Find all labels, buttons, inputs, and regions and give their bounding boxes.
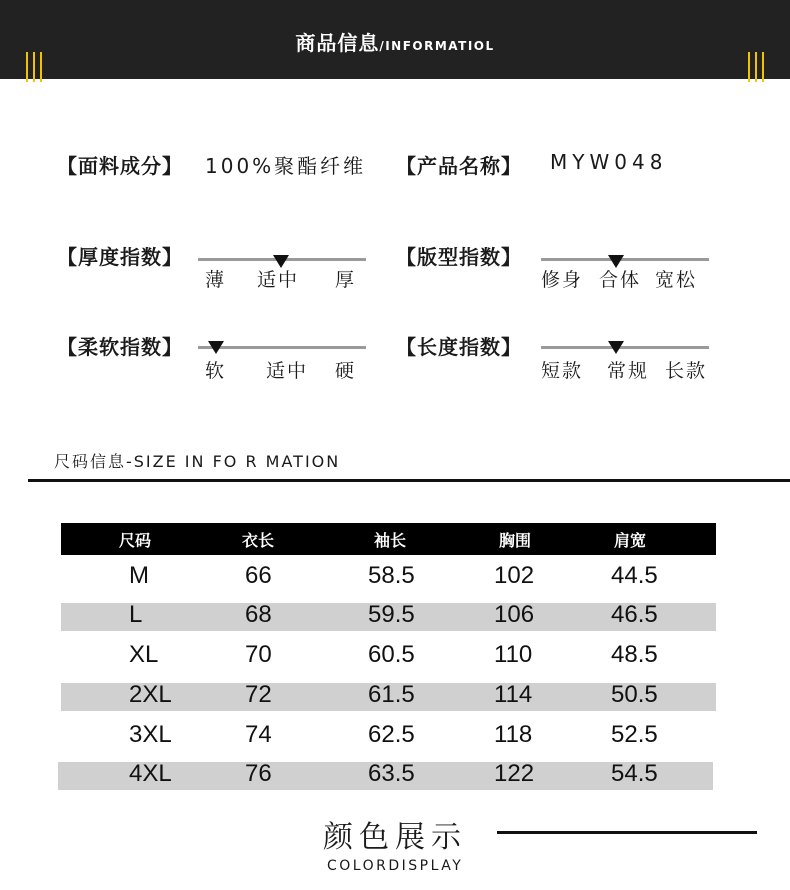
- thickness-label: 【厚度指数】: [57, 245, 183, 269]
- fit-track: [541, 258, 709, 261]
- cell-chest: 102: [494, 562, 535, 589]
- header-title: [0, 27, 790, 56]
- header-title-text: 商品信息: [295, 31, 380, 55]
- material-value: 100%聚酯纤维: [205, 154, 367, 178]
- cell-sleeve: 63.5: [368, 760, 415, 787]
- cell-size: XL: [129, 641, 159, 668]
- table-row: [61, 564, 716, 592]
- length-track: [541, 346, 709, 349]
- thickness-tick-low: 薄: [205, 269, 227, 291]
- cell-chest: 106: [494, 601, 535, 628]
- cell-length: 66: [245, 562, 272, 589]
- cell-size: M: [129, 562, 149, 589]
- fit-tick-mid: 合体: [599, 269, 642, 291]
- fit-tick-high: 宽松: [655, 269, 698, 291]
- softness-tick-mid: 适中: [266, 360, 309, 382]
- thickness-tick-high: 厚: [335, 269, 357, 291]
- col-header-size: 尺码: [119, 531, 152, 550]
- cell-length: 70: [245, 641, 272, 668]
- table-row: [61, 723, 716, 751]
- product-name-value: MYW048: [550, 150, 668, 174]
- softness-tick-high: 硬: [335, 360, 357, 382]
- cell-length: 72: [245, 681, 272, 708]
- cell-shoulder: 50.5: [611, 681, 658, 708]
- right-accent-bars: [748, 52, 764, 82]
- cell-shoulder: 52.5: [611, 721, 658, 748]
- cell-sleeve: 60.5: [368, 641, 415, 668]
- fit-tick-low: 修身: [541, 269, 584, 291]
- cell-sleeve: 58.5: [368, 562, 415, 589]
- length-tick-low: 短款: [541, 360, 584, 382]
- table-row: [58, 762, 713, 790]
- length-label: 【长度指数】: [396, 335, 522, 359]
- cell-shoulder: 48.5: [611, 641, 658, 668]
- cell-sleeve: 62.5: [368, 721, 415, 748]
- cell-shoulder: 46.5: [611, 601, 658, 628]
- cell-chest: 110: [494, 641, 533, 668]
- header-subtitle: /INFORMATIOL: [379, 39, 495, 53]
- cell-length: 76: [245, 760, 272, 787]
- thickness-tick-mid: 适中: [257, 269, 300, 291]
- cell-size: 3XL: [129, 721, 172, 748]
- cell-chest: 114: [494, 681, 533, 708]
- cell-size: L: [129, 601, 143, 628]
- softness-marker: [208, 341, 224, 354]
- cell-shoulder: 54.5: [611, 760, 658, 787]
- fit-label: 【版型指数】: [396, 245, 522, 269]
- cell-sleeve: 61.5: [368, 681, 415, 708]
- cell-shoulder: 44.5: [611, 562, 658, 589]
- length-tick-high: 长款: [665, 360, 708, 382]
- size-table-header: [61, 523, 716, 555]
- material-label: 【面料成分】: [57, 154, 183, 178]
- col-header-length: 衣长: [242, 531, 275, 550]
- color-section-divider: [497, 831, 757, 834]
- header-bar: [0, 0, 790, 79]
- left-accent-bars: [26, 52, 42, 82]
- color-section-title: 颜色展示: [323, 820, 467, 855]
- cell-sleeve: 59.5: [368, 601, 415, 628]
- table-row: [61, 683, 716, 711]
- cell-length: 68: [245, 601, 272, 628]
- table-row: [61, 603, 716, 631]
- table-row: [61, 643, 716, 671]
- size-section-heading: 尺码信息-SIZE IN FO R MATION: [54, 452, 341, 471]
- cell-length: 74: [245, 721, 272, 748]
- col-header-sleeve: 袖长: [374, 531, 407, 550]
- cell-chest: 118: [494, 721, 533, 748]
- col-header-chest: 胸围: [499, 531, 532, 550]
- length-tick-mid: 常规: [607, 360, 650, 382]
- col-header-shoulder: 肩宽: [614, 531, 647, 550]
- cell-size: 4XL: [129, 760, 172, 787]
- softness-label: 【柔软指数】: [57, 335, 183, 359]
- color-section-subtitle: COLORDISPLAY: [327, 858, 464, 874]
- softness-tick-low: 软: [205, 360, 227, 382]
- cell-chest: 122: [494, 760, 535, 787]
- size-section-divider: [28, 479, 790, 482]
- product-name-label: 【产品名称】: [396, 154, 522, 178]
- cell-size: 2XL: [129, 681, 172, 708]
- length-marker: [608, 341, 624, 354]
